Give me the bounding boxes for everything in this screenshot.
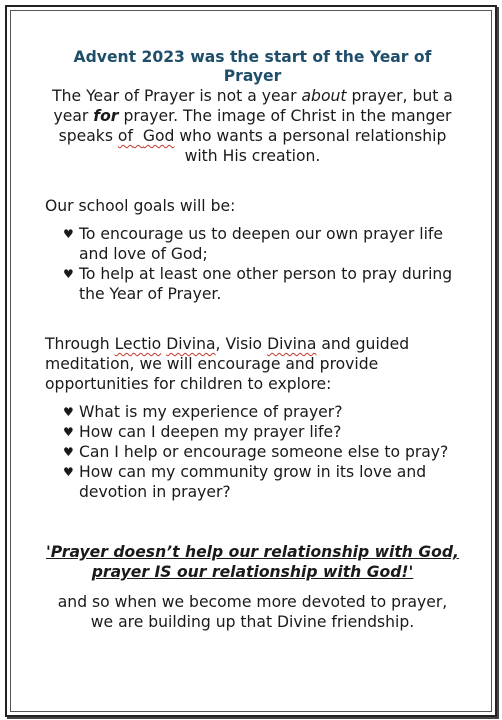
question-text: How can my community grow in its love and devotion in prayer? — [79, 463, 427, 501]
heart-bullet-icon: ♥ — [63, 405, 74, 419]
intro-of-flagged: of — [117, 127, 133, 145]
list-item — [63, 264, 460, 304]
goal-text: To encourage us to deepen our own prayer life and love of God; — [79, 225, 443, 263]
intro-paragraph — [45, 86, 460, 166]
list-item — [63, 402, 460, 422]
goals-heading: Our school goals will be: — [45, 197, 236, 215]
questions-list — [45, 402, 460, 502]
list-item — [63, 224, 460, 264]
goal-text: To help at least one other person to pray during the Year of Prayer. — [79, 265, 453, 303]
intro-about: about — [301, 87, 347, 105]
list-item — [63, 462, 460, 502]
heart-bullet-icon: ♥ — [63, 445, 74, 459]
intro-text-3: prayer. The image of Christ in the manger speaks — [58, 107, 452, 145]
divina-word-2: Divina — [267, 335, 317, 353]
heart-bullet-icon: ♥ — [63, 227, 74, 241]
list-item — [63, 422, 460, 442]
intro-text-1: The Year of Prayer is not a year — [52, 87, 302, 105]
document-title: Advent 2023 was the start of the Year of Prayer — [73, 48, 432, 85]
question-text: What is my experience of prayer? — [79, 403, 343, 421]
question-text: How can I deepen my prayer life? — [79, 423, 342, 441]
quote-line-1: 'Prayer doesn’t help our relationship with God, — [46, 543, 459, 561]
question-text: Can I help or encourage someone else to pray? — [79, 443, 449, 461]
quote — [45, 542, 460, 582]
heart-bullet-icon: ♥ — [63, 465, 74, 479]
intro-text-2: prayer, but a year — [53, 87, 453, 125]
intro-god-flagged: God — [142, 127, 175, 145]
lectio-word: Lectio — [114, 335, 162, 353]
heart-bullet-icon: ♥ — [63, 267, 74, 281]
document-body — [45, 48, 460, 632]
divina-word: Divina — [166, 335, 216, 353]
goals-list — [45, 224, 460, 304]
closing-paragraph: and so when we become more devoted to prayer, we are building up that Divine friendship. — [57, 593, 448, 631]
list-item — [63, 442, 460, 462]
quote-line-2: prayer IS our relationship with God!' — [91, 563, 414, 581]
heart-bullet-icon: ♥ — [63, 425, 74, 439]
lectio-paragraph: Through Lectio Divina, Visio Divina and guided meditation, we will encourage and provide opportunities for children to explore: — [45, 335, 410, 393]
intro-for: for — [93, 107, 119, 125]
intro-text-5: who wants a personal relationship with His creation. — [174, 127, 447, 165]
